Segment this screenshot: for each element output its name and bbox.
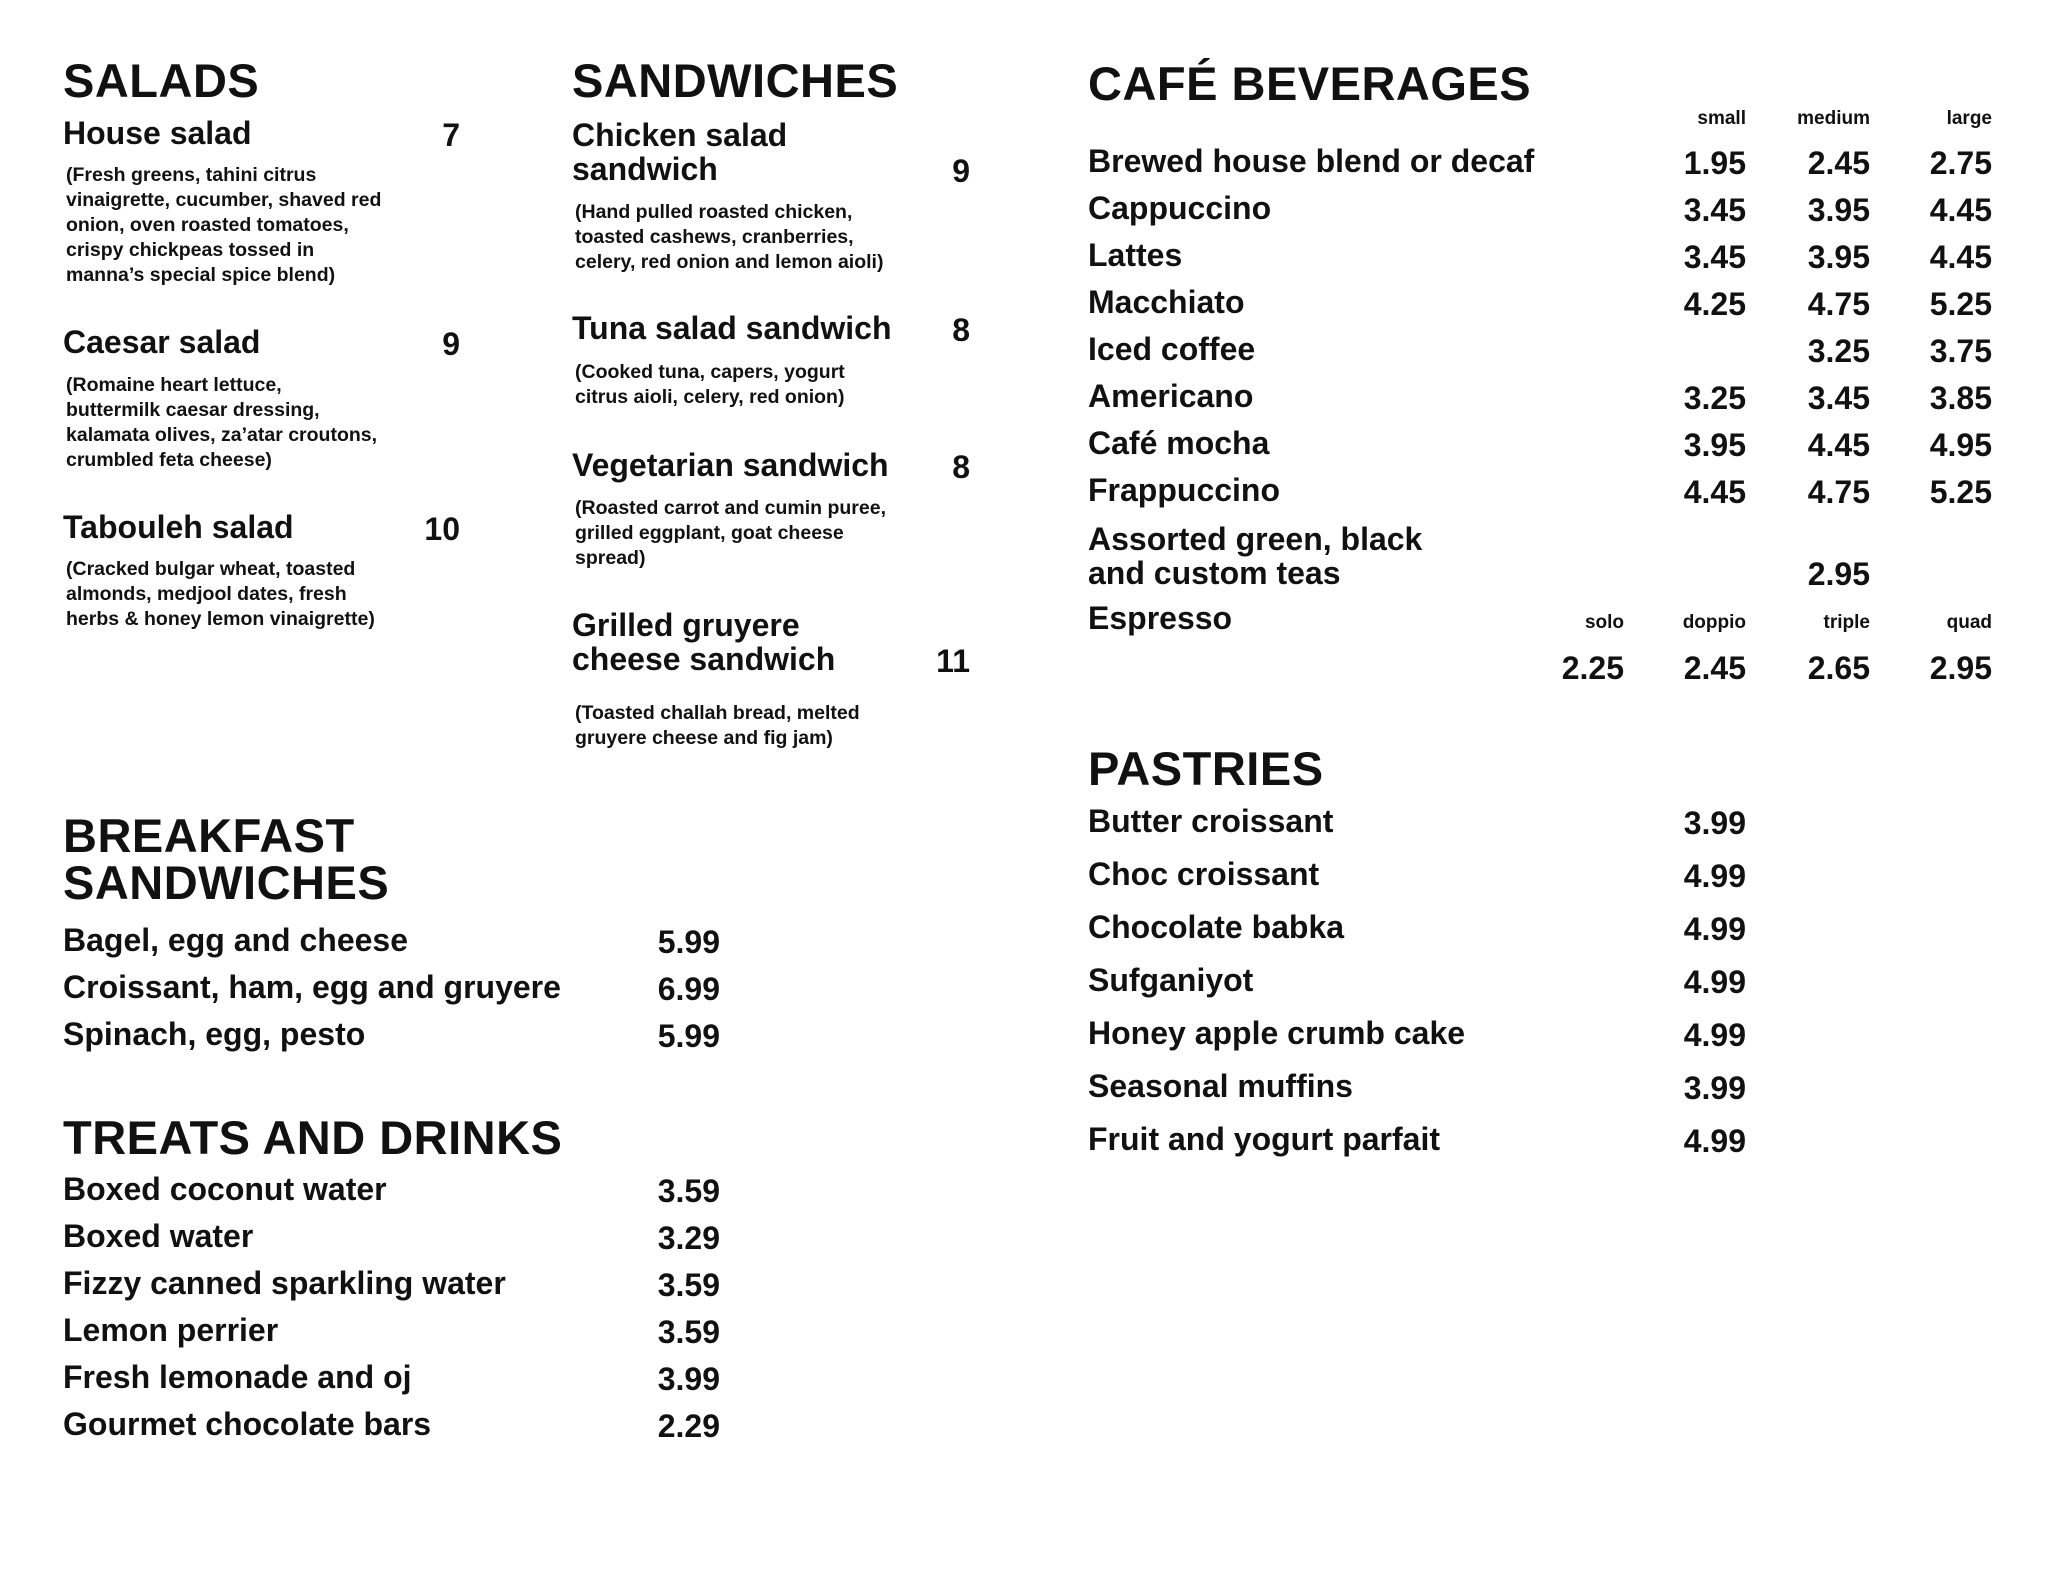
- treats-heading: TREATS AND DRINKS: [63, 1111, 563, 1164]
- beverage-price-large: 5.25: [1929, 474, 1992, 510]
- beverage-price-medium: 3.25: [1807, 333, 1870, 369]
- breakfast-item-price: 5.99: [657, 1018, 720, 1054]
- beverage-name: Macchiato: [1088, 284, 1245, 320]
- beverage-price-small: 3.45: [1683, 239, 1746, 275]
- treat-item-name: Fresh lemonade and oj: [63, 1359, 412, 1395]
- beverage-name: Americano: [1088, 378, 1254, 414]
- espresso-size-quad: quad: [1946, 612, 1992, 633]
- sandwich-name: Chicken salad sandwich: [572, 117, 788, 187]
- breakfast-heading: BREAKFAST SANDWICHES: [63, 809, 390, 909]
- pastry-name: Sufganiyot: [1088, 962, 1254, 998]
- beverage-price-large: 4.45: [1929, 239, 1992, 275]
- beverage-price-large: 3.75: [1929, 333, 1992, 369]
- size-header-small: small: [1697, 108, 1746, 129]
- pastry-name: Fruit and yogurt parfait: [1088, 1121, 1440, 1157]
- espresso-size-doppio: doppio: [1682, 612, 1746, 633]
- pastry-price: 3.99: [1683, 1070, 1746, 1106]
- sandwich-description: (Roasted carrot and cumin puree, grilled eggplant, goat cheese spread): [575, 497, 886, 569]
- teas-price: 2.95: [1807, 556, 1870, 592]
- beverage-name: Café mocha: [1088, 425, 1270, 461]
- teas-name: Assorted green, black and custom teas: [1088, 521, 1423, 591]
- sandwich-description: (Toasted challah bread, melted gruyere cheese and fig jam): [575, 702, 860, 749]
- sandwich-price: 8: [952, 312, 970, 348]
- espresso-price-solo: 2.25: [1561, 650, 1624, 686]
- pastry-price: 3.99: [1683, 805, 1746, 841]
- salad-name: Caesar salad: [63, 324, 261, 360]
- beverage-price-large: 4.45: [1929, 192, 1992, 228]
- sandwich-name: Grilled gruyere cheese sandwich: [572, 607, 836, 677]
- pastry-price: 4.99: [1683, 858, 1746, 894]
- salad-price: 10: [424, 511, 460, 547]
- treat-item-name: Fizzy canned sparkling water: [63, 1265, 506, 1301]
- sandwich-price: 11: [936, 643, 970, 679]
- treat-item-name: Gourmet chocolate bars: [63, 1406, 432, 1442]
- espresso-size-triple: triple: [1823, 612, 1870, 633]
- beverage-price-small: 3.25: [1683, 380, 1746, 416]
- pastry-price: 4.99: [1683, 911, 1746, 947]
- pastries-heading: PASTRIES: [1088, 742, 1324, 795]
- beverage-price-small: 4.25: [1683, 286, 1746, 322]
- beverage-price-large: 5.25: [1929, 286, 1992, 322]
- beverage-price-large: 2.75: [1929, 145, 1992, 181]
- salad-price: 9: [442, 326, 460, 362]
- beverage-price-medium: 3.45: [1807, 380, 1870, 416]
- treat-item-price: 3.59: [657, 1173, 720, 1209]
- treat-item-price: 3.29: [657, 1220, 720, 1256]
- salad-description: (Fresh greens, tahini citrus vinaigrette, cucumber, shaved red onion, oven roasted tomatoes, crispy chickpeas tossed in manna’s special spice blend): [66, 164, 382, 286]
- pastry-name: Choc croissant: [1088, 856, 1320, 892]
- breakfast-item-name: Croissant, ham, egg and gruyere: [63, 969, 561, 1005]
- treat-item-price: 3.59: [657, 1314, 720, 1350]
- beverage-name: Frappuccino: [1088, 472, 1281, 508]
- salad-description: (Cracked bulgar wheat, toasted almonds, medjool dates, fresh herbs & honey lemon vinaigrette): [66, 558, 375, 630]
- sandwiches-heading: SANDWICHES: [572, 54, 899, 107]
- beverage-price-small: 1.95: [1683, 145, 1746, 181]
- salads-heading: SALADS: [63, 54, 260, 107]
- beverage-price-medium: 3.95: [1807, 192, 1870, 228]
- treat-item-price: 2.29: [657, 1408, 720, 1444]
- sandwich-name: Vegetarian sandwich: [572, 447, 889, 483]
- treat-item-price: 3.99: [657, 1361, 720, 1397]
- espresso-size-solo: solo: [1584, 612, 1624, 633]
- beverage-price-small: 4.45: [1683, 474, 1746, 510]
- beverage-price-small: 3.45: [1683, 192, 1746, 228]
- breakfast-item-price: 5.99: [657, 924, 720, 960]
- pastry-name: Honey apple crumb cake: [1088, 1015, 1466, 1051]
- salad-description: (Romaine heart lettuce, buttermilk caesar dressing, kalamata olives, za’atar croutons, crumbled feta cheese): [66, 374, 378, 471]
- salad-price: 7: [442, 117, 460, 153]
- sandwich-description: (Cooked tuna, capers, yogurt citrus aioli, celery, red onion): [575, 361, 845, 408]
- beverage-price-medium: 4.45: [1807, 427, 1870, 463]
- pastry-price: 4.99: [1683, 1123, 1746, 1159]
- cafe-beverages-heading: CAFÉ BEVERAGES: [1088, 57, 1532, 110]
- pastry-name: Chocolate babka: [1088, 909, 1345, 945]
- pastry-name: Seasonal muffins: [1088, 1068, 1353, 1104]
- breakfast-item-price: 6.99: [657, 971, 720, 1007]
- breakfast-item-name: Bagel, egg and cheese: [63, 922, 409, 958]
- sandwich-name: Tuna salad sandwich: [572, 310, 892, 346]
- espresso-price-quad: 2.95: [1929, 650, 1992, 686]
- treat-item-name: Boxed water: [63, 1218, 254, 1254]
- beverage-price-small: 3.95: [1683, 427, 1746, 463]
- sandwich-description: (Hand pulled roasted chicken, toasted cashews, cranberries, celery, red onion and lemon aioli): [575, 201, 884, 273]
- breakfast-item-name: Spinach, egg, pesto: [63, 1016, 366, 1052]
- beverage-name: Iced coffee: [1088, 331, 1256, 367]
- beverage-price-medium: 2.45: [1807, 145, 1870, 181]
- sandwich-price: 8: [952, 449, 970, 485]
- treat-item-name: Boxed coconut water: [63, 1171, 387, 1207]
- beverage-price-large: 3.85: [1929, 380, 1992, 416]
- salad-name: House salad: [63, 115, 252, 151]
- beverage-price-medium: 4.75: [1807, 474, 1870, 510]
- salad-name: Tabouleh salad: [63, 509, 294, 545]
- size-header-large: large: [1946, 108, 1992, 129]
- beverage-price-large: 4.95: [1929, 427, 1992, 463]
- beverage-name: Cappuccino: [1088, 190, 1272, 226]
- espresso-price-doppio: 2.45: [1683, 650, 1746, 686]
- treat-item-name: Lemon perrier: [63, 1312, 279, 1348]
- beverage-name: Brewed house blend or decaf: [1088, 143, 1535, 179]
- pastry-price: 4.99: [1683, 1017, 1746, 1053]
- treat-item-price: 3.59: [657, 1267, 720, 1303]
- beverage-price-medium: 4.75: [1807, 286, 1870, 322]
- beverage-price-medium: 3.95: [1807, 239, 1870, 275]
- pastry-price: 4.99: [1683, 964, 1746, 1000]
- beverage-name: Lattes: [1088, 237, 1183, 273]
- sandwich-price: 9: [952, 153, 970, 189]
- pastry-name: Butter croissant: [1088, 803, 1334, 839]
- espresso-name: Espresso: [1088, 600, 1233, 636]
- size-header-medium: medium: [1797, 108, 1870, 129]
- espresso-price-triple: 2.65: [1807, 650, 1870, 686]
